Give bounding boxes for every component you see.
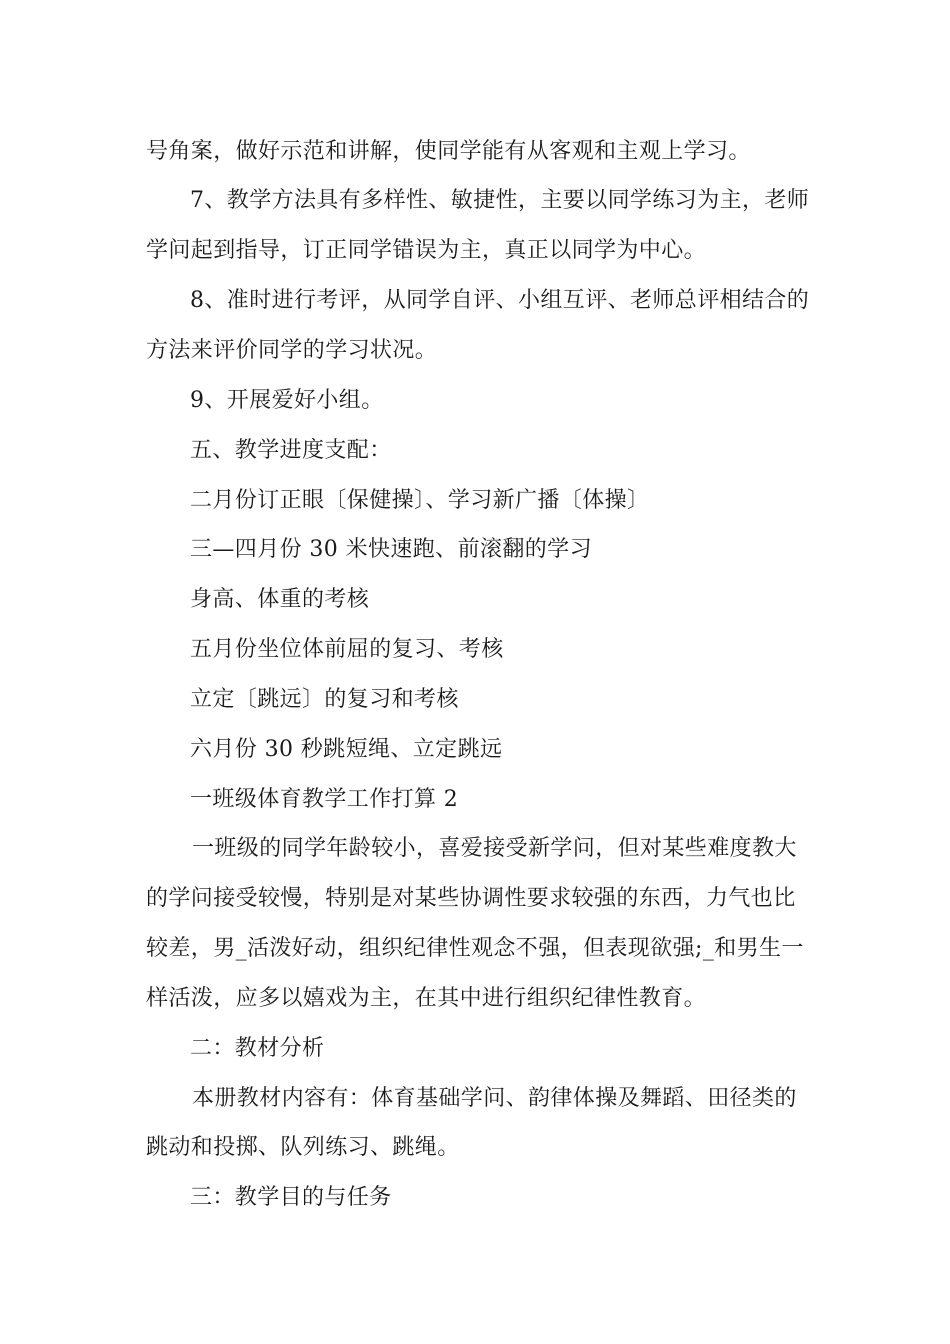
text-line: 号角案，做好示范和讲解，使同学能有从客观和主观上学习。 xyxy=(146,139,751,164)
text-line: 较差，男_活泼好动，组织纪律性观念不强，但表现欲强;_和男生一 xyxy=(146,936,804,961)
text-line: 8、准时进行考评，从同学自评、小组互评、老师总评相结合的 xyxy=(190,288,810,313)
text-line: 一班级的同学年龄较小，喜爱接受新学问，但对某些难度教大 xyxy=(192,836,797,861)
text-line: 方法来评价同学的学习状况。 xyxy=(146,338,438,363)
text-line: 9、开展爱好小组。 xyxy=(190,388,384,413)
section-heading: 三：教学目的与任务 xyxy=(190,1185,392,1210)
text-line: 样活泼，应多以嬉戏为主，在其中进行组织纪律性教育。 xyxy=(146,986,707,1011)
text-line: 三—四月份 30 米快速跑、前滚翻的学习 xyxy=(190,537,592,562)
text-line: 二月份订正眼〔保健操〕、学习新广播〔体操〕 xyxy=(190,488,650,513)
text-line: 跳动和投掷、队列练习、跳绳。 xyxy=(146,1135,460,1160)
text-line: 的学问接受较慢，特别是对某些协调性要求较强的东西，力气也比 xyxy=(146,886,796,911)
text-line: 五月份坐位体前屈的复习、考核 xyxy=(190,637,504,662)
text-line: 身高、体重的考核 xyxy=(190,587,370,612)
section-heading: 一班级体育教学工作打算 2 xyxy=(190,787,459,812)
text-line: 本册教材内容有：体育基础学问、韵律体操及舞蹈、田径类的 xyxy=(192,1086,797,1111)
section-heading: 五、教学进度支配： xyxy=(190,438,392,463)
text-line: 立定〔跳远〕的复习和考核 xyxy=(190,687,459,712)
text-line: 学问起到指导，订正同学错误为主，真正以同学为中心。 xyxy=(146,238,707,263)
section-heading: 二：教材分析 xyxy=(190,1036,325,1061)
text-line: 六月份 30 秒跳短绳、立定跳远 xyxy=(190,737,503,762)
text-line: 7、教学方法具有多样性、敏捷性，主要以同学练习为主，老师 xyxy=(190,188,810,213)
